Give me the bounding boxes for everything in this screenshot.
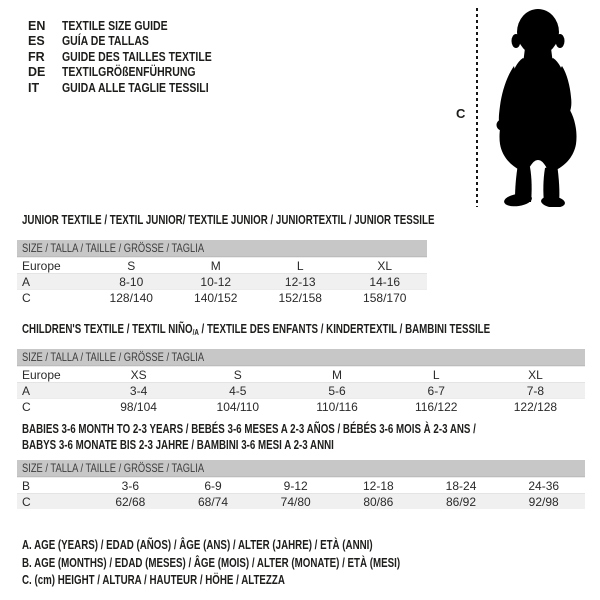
table-title-text: CHILDREN'S TEXTILE / TEXTIL NIÑO <box>22 322 193 336</box>
language-list <box>28 18 240 96</box>
language-row <box>28 34 240 50</box>
footnote-text: C. (cm) HEIGHT / ALTURA / HAUTEUR / HÖHE / ALTEZZA <box>22 573 285 587</box>
table-cell: 5-6 <box>328 383 346 398</box>
language-label: TEXTILE SIZE GUIDE <box>62 18 168 33</box>
table-cell: 122/128 <box>513 399 558 414</box>
table-cell: 98/104 <box>120 399 157 414</box>
table-title-line <box>22 421 600 437</box>
size-header-label: SIZE / TALLA / TAILLE / GRÖSSE / TAGLIA <box>22 461 205 475</box>
table-cell: 140/152 <box>194 290 238 305</box>
table-title-line <box>22 321 600 337</box>
table-title-text: / TEXTILE DES ENFANTS / KINDERTEXTIL / BAMBINI TESSILE <box>198 322 491 336</box>
size-table-header <box>17 460 585 477</box>
table-title-text: /A <box>192 328 199 337</box>
table-cell: 12-18 <box>363 478 394 493</box>
language-row <box>28 18 240 34</box>
height-measure-dashed-line <box>476 8 478 207</box>
language-label: GUÍA DE TALLAS <box>62 34 149 49</box>
size-table-header <box>17 349 585 366</box>
table-title <box>22 421 600 453</box>
table-cell: 9-12 <box>283 478 308 493</box>
row-label: B <box>22 478 31 493</box>
table-cell: 14-16 <box>369 274 401 289</box>
table-cell: L <box>296 258 304 273</box>
table-cell: 128/140 <box>109 290 153 305</box>
language-code: EN <box>28 18 46 33</box>
table-cell: 152/158 <box>278 290 322 305</box>
language-row <box>28 65 240 81</box>
table-row <box>17 289 427 305</box>
table-title <box>22 212 551 228</box>
table-cell: M <box>210 258 221 273</box>
table-row <box>17 398 585 414</box>
row-label: Europe <box>22 258 61 273</box>
table-cell: 3-6 <box>121 478 139 493</box>
language-row <box>28 49 240 65</box>
table-cell: 116/122 <box>414 399 458 414</box>
table-title-line <box>22 437 600 453</box>
figure-measure-label: C <box>456 106 466 121</box>
table-cell: 158/170 <box>363 290 407 305</box>
table-cell: 7-8 <box>526 383 545 398</box>
table-title-text: BABYS 3-6 MONATE BIS 2-3 JAHRE / BAMBINI 3-6 MESI A 2-3 ANNI <box>22 438 334 452</box>
table-row <box>17 493 585 509</box>
table-cell: 12-13 <box>284 274 316 289</box>
row-label: A <box>22 274 31 289</box>
footnote-line <box>22 572 507 590</box>
table-cell: L <box>432 367 440 382</box>
table-row <box>17 382 585 398</box>
table-title-text: BABIES 3-6 MONTH TO 2-3 YEARS / BEBÉS 3-6 MESES A 2-3 AÑOS / BÉBÉS 3-6 MOIS À 2-3 ANS / <box>22 422 476 436</box>
row-label: Europe <box>22 367 61 382</box>
table-cell: S <box>127 258 136 273</box>
language-label: TEXTILGRÖßENFÜHRUNG <box>62 65 196 80</box>
table-title <box>22 321 600 337</box>
footnote-text: B. AGE (MONTHS) / EDAD (MESES) / ÂGE (MOIS) / ALTER (MONATE) / ETÀ (MESI) <box>22 555 401 570</box>
language-code: ES <box>28 34 45 49</box>
language-label: GUIDA ALLE TAGLIE TESSILI <box>62 80 209 95</box>
table-cell: 92/98 <box>528 494 559 509</box>
table-title-text: JUNIOR TEXTILE / TEXTIL JUNIOR/ TEXTILE JUNIOR / JUNIORTEXTIL / JUNIOR TESSILE <box>22 213 435 227</box>
table-cell: 10-12 <box>200 274 232 289</box>
table-cell: XL <box>377 258 393 273</box>
table-title-line <box>22 212 551 228</box>
table-row <box>17 257 427 273</box>
size-header-label: SIZE / TALLA / TAILLE / GRÖSSE / TAGLIA <box>22 241 205 255</box>
table-cell: 110/116 <box>316 399 358 414</box>
language-code: DE <box>28 65 46 80</box>
row-label: C <box>22 290 31 305</box>
table-cell: 74/80 <box>280 494 311 509</box>
toddler-silhouette-icon <box>487 5 587 207</box>
table-cell: 68/74 <box>197 494 229 509</box>
table-cell: 6-7 <box>427 383 445 398</box>
table-cell: S <box>233 367 242 382</box>
table-cell: 8-10 <box>119 274 144 289</box>
table-cell: 86/92 <box>446 494 477 509</box>
language-code: FR <box>28 49 45 64</box>
footnote-line <box>22 537 507 555</box>
row-label: C <box>22 399 31 414</box>
footnote-legend <box>22 537 507 590</box>
row-label: A <box>22 383 31 398</box>
table-cell: 80/86 <box>363 494 394 509</box>
table-row <box>17 273 427 289</box>
table-cell: 62/68 <box>115 494 146 509</box>
table-cell: 6-9 <box>204 478 222 493</box>
size-header-label: SIZE / TALLA / TAILLE / GRÖSSE / TAGLIA <box>22 350 205 364</box>
table-cell: M <box>332 367 342 382</box>
size-table <box>17 240 427 305</box>
table-cell: 24-36 <box>528 478 560 493</box>
footnote-line <box>22 555 507 573</box>
table-cell: 104/110 <box>216 399 260 414</box>
table-cell: XS <box>130 367 147 382</box>
table-row <box>17 366 585 382</box>
table-cell: XL <box>528 367 543 382</box>
size-table <box>17 460 585 509</box>
size-table <box>17 349 585 414</box>
table-cell: 4-5 <box>229 383 247 398</box>
size-table-header <box>17 240 427 257</box>
language-code: IT <box>28 80 40 95</box>
language-row <box>28 80 240 96</box>
language-label: GUIDE DES TAILLES TEXTILE <box>62 49 212 64</box>
table-cell: 18-24 <box>445 478 477 493</box>
table-cell: 3-4 <box>129 383 148 398</box>
row-label: C <box>22 494 31 509</box>
footnote-text: A. AGE (YEARS) / EDAD (AÑOS) / ÂGE (ANS) / ALTER (JAHRE) / ETÀ (ANNI) <box>22 538 373 552</box>
table-row <box>17 477 585 493</box>
